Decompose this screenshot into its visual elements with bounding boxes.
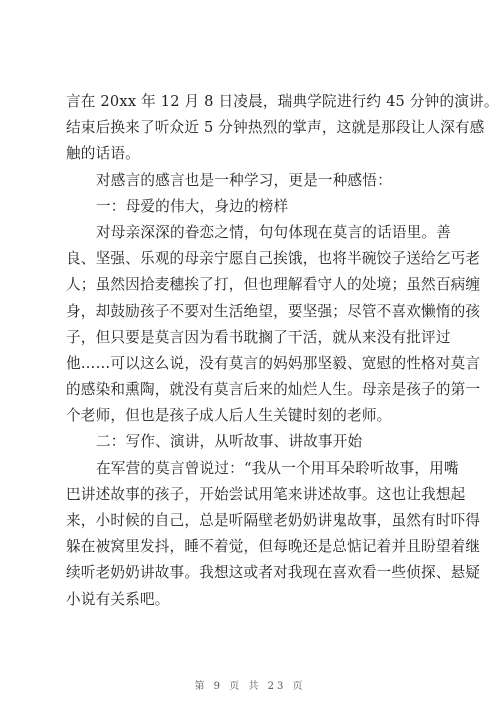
text-line: 人；虽然因拾麦穗挨了打，但也理解看守人的处境；虽然百病缠 [66,276,481,294]
text-line: 对感言的感言也是一种学习，更是一种感悟： [96,171,392,189]
section-heading: 二：写作、演讲，从听故事、讲故事开始 [96,433,363,451]
text-line: 的感染和熏陶，就没有莫言后来的灿烂人生。母亲是孩子的第一 [66,381,481,399]
text-line: 对母亲深深的眷恋之情，句句体现在莫言的话语里。善 [96,223,452,241]
text-line: 来，小时候的自己，总是听隔壁老奶奶讲鬼故事，虽然有时吓得 [66,512,481,529]
text-line: 巴讲述故事的孩子，开始尝试用笔来讲述故事。这也让我想起 [66,485,466,503]
body-text [66,89,499,613]
text-line: 躲在被窝里发抖，睡不着觉，但每晚还是总惦记着并且盼望着继 [66,538,481,556]
text-line: 结束后换来了听众近 5 分钟热烈的掌声，这就是那段让人深有感 [66,119,485,137]
text-line: 言在 20xx 年 12 月 8 日凌晨，瑞典学院进行约 45 分钟的演讲。 [66,93,499,110]
text-line: 他……可以这么说，没有莫言的妈妈那坚毅、宽慰的性格对莫言 [66,354,481,372]
text-line: 在军营的莫言曾说过：“我从一个用耳朵聆听故事，用嘴 [96,459,459,477]
text-line: 子，但只要是莫言因为看书耽搁了干活，就从来没有批评过 [66,328,451,346]
text-line: 个老师，但也是孩子成人后人生关键时刻的老师。 [66,407,392,425]
text-line: 续听老奶奶讲故事。我想这或者对我现在喜欢看一些侦探、悬疑 [66,564,481,582]
text-line: 触的话语。 [66,145,140,163]
text-line: 良、坚强、乐观的母亲宁愿自己挨饿，也将半碗饺子送给乞丐老 [66,250,481,268]
page-number-footer: 第 9 页 共 23 页 [194,681,306,692]
section-heading: 一：母爱的伟大，身边的榜样 [96,197,289,215]
text-line: 小说有关系吧。 [66,590,170,608]
text-line: 身，却鼓励孩子不要对生活绝望，要坚强；尽管不喜欢懒惰的孩 [66,302,481,320]
